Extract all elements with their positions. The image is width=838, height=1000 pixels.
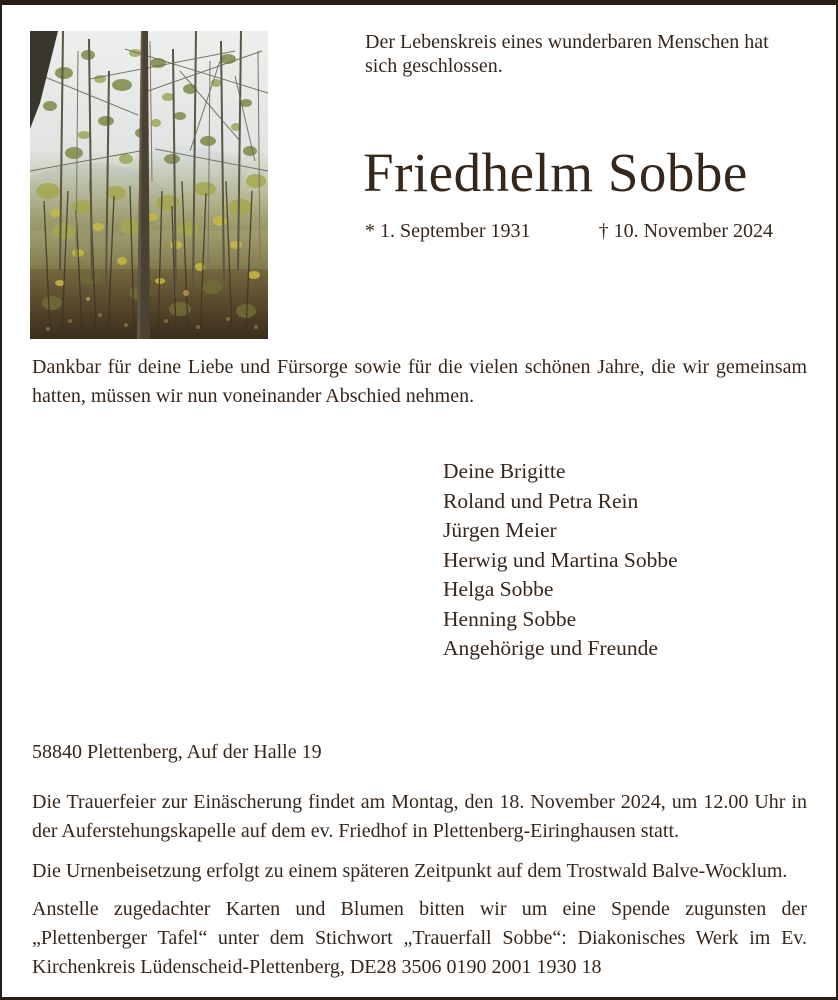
mourners-list	[443, 457, 678, 664]
address-line: 58840 Plettenberg, Auf der Halle 19	[32, 741, 322, 763]
donation-info: Anstelle zugedachter Karten und Blumen bitten wir um eine Spende zugunsten der „Plettenberger Tafel“ unter dem Stichwort „Trauerfall Sobbe“: Diakonisches Werk im Ev. Kirchenkreis Lüdenscheid-Plettenberg, DE28 3506 0190 2001 1930 18	[32, 898, 807, 978]
mourner-name: Deine Brigitte	[443, 459, 566, 483]
mourner-name: Angehörige und Freunde	[443, 636, 658, 660]
opening-phrase: Der Lebenskreis eines wunderbaren Menschen hat sich geschlossen.	[365, 31, 769, 77]
deceased-name: Friedhelm Sobbe	[363, 142, 748, 203]
birth-date: * 1. September 1931	[365, 220, 531, 242]
mourner-name: Helga Sobbe	[443, 577, 554, 601]
life-dates	[365, 220, 773, 243]
mourner-name: Herwig und Martina Sobbe	[443, 547, 678, 572]
funeral-info: Die Trauerfeier zur Einäscherung findet am Montag, den 18. November 2024, um 12.00 Uhr in der Auferstehungskapelle auf dem ev. Friedhof in Plettenberg-Eiringhausen statt.	[32, 791, 807, 842]
urn-info: Die Urnenbeisetzung erfolgt zu einem späteren Zeitpunkt auf dem Trostwald Balve-Wocklum.	[32, 860, 788, 882]
tribute-text: Dankbar für deine Liebe und Fürsorge sowie für die vielen schönen Jahre, die wir gemeinsam hatten, müssen wir nun voneinander Abschied nehmen.	[32, 356, 807, 407]
mourner-name: Roland und Petra Rein	[443, 488, 639, 513]
mourner-name: Jürgen Meier	[443, 518, 557, 542]
autumn-forest-photo	[30, 31, 268, 339]
death-date: † 10. November 2024	[598, 220, 773, 242]
mourner-name: Henning Sobbe	[443, 606, 577, 631]
